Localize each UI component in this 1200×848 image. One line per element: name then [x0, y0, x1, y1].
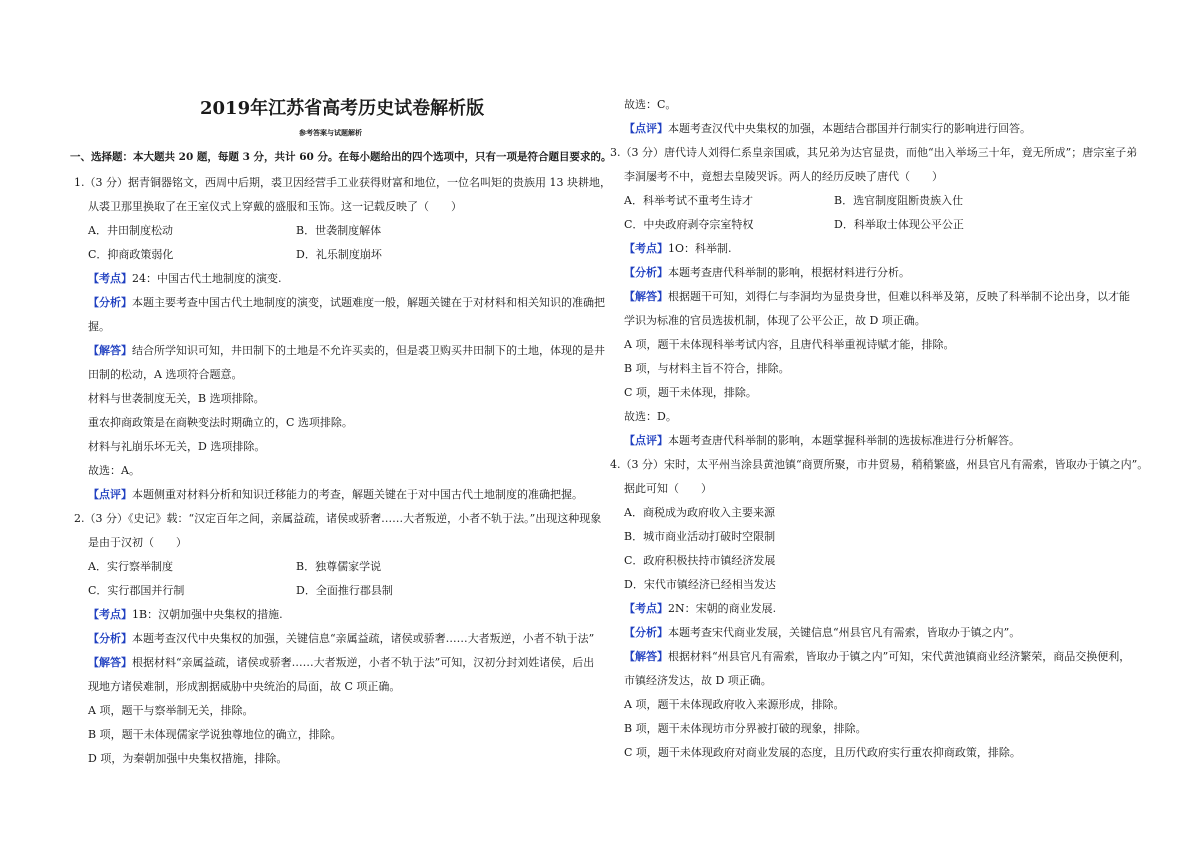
q2-fenxi: [88, 632, 594, 646]
q1-answer: 故选：A。: [88, 464, 140, 477]
q2-line-a: A 项，题干与察举制无关，排除。: [88, 704, 254, 717]
q4-option-b: B．城市商业活动打破时空限制: [624, 530, 776, 543]
q1-option-a: A．井田制度松动: [88, 224, 173, 237]
q2-option-c: C．实行郡国并行制: [88, 584, 185, 597]
page-title: 2019年江苏省高考历史试卷解析版: [200, 98, 485, 119]
q3-dianping: [624, 434, 1020, 448]
dianping-tag: 【点评】: [624, 434, 668, 447]
dianping-text: 本题考查汉代中央集权的加强，本题结合郡国并行制实行的影响进行回答。: [668, 122, 1031, 135]
q2-jieda: [88, 656, 594, 670]
fenxi-text: 本题考查汉代中央集权的加强，关键信息“亲属益疏，诸侯或骄奢……大者叛逆，小者不轨于法”: [132, 632, 595, 645]
fenxi-text: 本题考查唐代科举制的影响，根据材料进行分析。: [668, 266, 910, 279]
q1-jieda-line2: 田制的松动，A 选项符合题意。: [88, 368, 243, 381]
q1-line-d: 材料与礼崩乐坏无关，D 选项排除。: [88, 440, 266, 453]
q4-jieda: [624, 650, 1130, 664]
q3-fenxi: [624, 266, 910, 280]
q2-option-d: D．全面推行郡县制: [296, 584, 393, 597]
q4-kaodian: [624, 602, 776, 616]
q3-option-a: A．科举考试不重考生诗才: [624, 194, 753, 207]
kaodian-tag: 【考点】: [624, 602, 668, 615]
q1-kaodian: [88, 272, 282, 286]
q3-jieda-line2: 学识为标准的官员选拔机制，体现了公平公正，故 D 项正确。: [624, 314, 926, 327]
q1-option-d: D．礼乐制度崩坏: [296, 248, 382, 261]
q3-line-c: C 项，题干未体现，排除。: [624, 386, 757, 399]
kaodian-text: 24：中国古代土地制度的演变.: [132, 272, 282, 285]
q1-option-b: B．世袭制度解体: [296, 224, 382, 237]
q3-answer: 故选：D。: [624, 410, 677, 423]
q4-option-a: A．商税成为政府收入主要来源: [624, 506, 775, 519]
q2-answer: 故选：C。: [624, 98, 677, 111]
q1-line-b: 材料与世袭制度无关，B 选项排除。: [88, 392, 265, 405]
q2-stem-line1: 2.（3 分）《史记》载：“汉定百年之间，亲属益疏，诸侯或骄奢……大者叛逆，小者不轨于法。”出现这种现象: [74, 512, 602, 525]
q3-jieda: [624, 290, 1130, 304]
fenxi-text: 本题考查宋代商业发展，关键信息“州县官凡有需索，皆取办于镇之内”。: [668, 626, 1021, 639]
jieda-text: 根据材料“亲属益疏，诸侯或骄奢……大者叛逆，小者不轨于法”可知，汉初分封刘姓诸侯，后出: [132, 656, 595, 669]
kaodian-text: 2N：宋朝的商业发展.: [668, 602, 777, 615]
q4-jieda-line2: 市镇经济发达，故 D 项正确。: [624, 674, 772, 687]
q4-stem-line1: 4.（3 分）宋时，太平州当涂县黄池镇“商贾所聚，市井贸易，稍稍繁盛，州县官凡有需索，皆取办于镇之内”。: [610, 458, 1149, 471]
jieda-tag: 【解答】: [88, 344, 132, 357]
q3-option-d: D．科举取士体现公平公正: [834, 218, 964, 231]
jieda-text: 结合所学知识可知，井田制下的土地是不允许买卖的，但是裘卫购买井田制下的土地，体现的是井: [132, 344, 605, 357]
q3-option-b: B．选官制度阻断贵族入仕: [834, 194, 964, 207]
q2-jieda-line2: 现地方诸侯难制，形成割据威胁中央统治的局面，故 C 项正确。: [88, 680, 401, 693]
jieda-tag: 【解答】: [624, 650, 668, 663]
q2-kaodian: [88, 608, 283, 622]
q4-option-c: C．政府积极扶持市镇经济发展: [624, 554, 776, 567]
fenxi-tag: 【分析】: [624, 266, 668, 279]
q2-line-d: D 项，为秦朝加强中央集权措施，排除。: [88, 752, 288, 765]
fenxi-tag: 【分析】: [624, 626, 668, 639]
q3-line-a: A 项，题干未体现科举考试内容，且唐代科举重视诗赋才能，排除。: [624, 338, 955, 351]
q4-line-b: B 项，题干未体现坊市分界被打破的现象，排除。: [624, 722, 867, 735]
dianping-text: 本题侧重对材料分析和知识迁移能力的考查，解题关键在于对中国古代土地制度的准确把握。: [132, 488, 583, 501]
section-heading: 一、选择题：本大题共 20 题，每题 3 分，共计 60 分。在每小题给出的四个选项中，只有一项是符合题目要求的。: [70, 151, 612, 163]
jieda-tag: 【解答】: [88, 656, 132, 669]
q2-option-b: B．独尊儒家学说: [296, 560, 382, 573]
q1-jieda: [88, 344, 605, 358]
kaodian-tag: 【考点】: [88, 608, 132, 621]
q1-fenxi-line2: 握。: [88, 320, 110, 333]
q1-dianping: [88, 488, 583, 502]
jieda-text: 根据题干可知，刘得仁与李洞均为显贵身世，但难以科举及第，反映了科举制不论出身，以才能: [668, 290, 1130, 303]
q4-fenxi: [624, 626, 1020, 640]
q3-stem-line1: 3.（3 分）唐代诗人刘得仁系皇亲国戚，其兄弟为达官显贵，而他“出入举场三十年，竟无所成”；唐宗室子弟: [610, 146, 1138, 159]
dianping-text: 本题考查唐代科举制的影响，本题掌握科举制的选拔标准进行分析解答。: [668, 434, 1020, 447]
dianping-tag: 【点评】: [624, 122, 668, 135]
q2-dianping: [624, 122, 1031, 136]
q2-line-b: B 项，题干未体现儒家学说独尊地位的确立，排除。: [88, 728, 342, 741]
fenxi-tag: 【分析】: [88, 296, 132, 309]
q2-option-a: A．实行察举制度: [88, 560, 173, 573]
q1-stem-line2: 从裘卫那里换取了在王室仪式上穿戴的盛服和玉饰。这一记载反映了（ ）: [88, 200, 462, 213]
q4-line-a: A 项，题干未体现政府收入来源形成，排除。: [624, 698, 845, 711]
fenxi-tag: 【分析】: [88, 632, 132, 645]
q1-fenxi: [88, 296, 605, 310]
q3-kaodian: [624, 242, 732, 256]
q4-line-c: C 项，题干未体现政府对商业发展的态度，且历代政府实行重农抑商政策，排除。: [624, 746, 1021, 759]
q1-line-c: 重农抑商政策是在商鞅变法时期确立的，C 选项排除。: [88, 416, 353, 429]
q4-stem-line2: 据此可知（ ）: [624, 482, 712, 495]
q1-option-c: C．抑商政策弱化: [88, 248, 174, 261]
page-subtitle: 参考答案与试题解析: [299, 128, 362, 137]
q3-line-b: B 项，与材料主旨不符合，排除。: [624, 362, 790, 375]
kaodian-text: 1O：科举制.: [668, 242, 732, 255]
kaodian-tag: 【考点】: [88, 272, 132, 285]
q1-stem-line1: 1.（3 分）据青铜器铭文，西周中后期，裘卫因经营手工业获得财富和地位，一位名叫矩的贵族用 13 块耕地，: [74, 176, 611, 189]
q2-stem-line2: 是由于汉初（ ）: [88, 536, 187, 549]
jieda-text: 根据材料“州县官凡有需索，皆取办于镇之内”可知，宋代黄池镇商业经济繁荣，商品交换便利，: [668, 650, 1131, 663]
kaodian-text: 1B：汉朝加强中央集权的措施.: [132, 608, 283, 621]
kaodian-tag: 【考点】: [624, 242, 668, 255]
dianping-tag: 【点评】: [88, 488, 132, 501]
q3-option-c: C．中央政府剥夺宗室特权: [624, 218, 754, 231]
jieda-tag: 【解答】: [624, 290, 668, 303]
fenxi-text: 本题主要考查中国古代土地制度的演变，试题难度一般，解题关键在于对材料和相关知识的准确把: [132, 296, 605, 309]
q3-stem-line2: 李洞屡考不中，竟想去皇陵哭诉。两人的经历反映了唐代（ ）: [624, 170, 943, 183]
q4-option-d: D．宋代市镇经济已经相当发达: [624, 578, 776, 591]
